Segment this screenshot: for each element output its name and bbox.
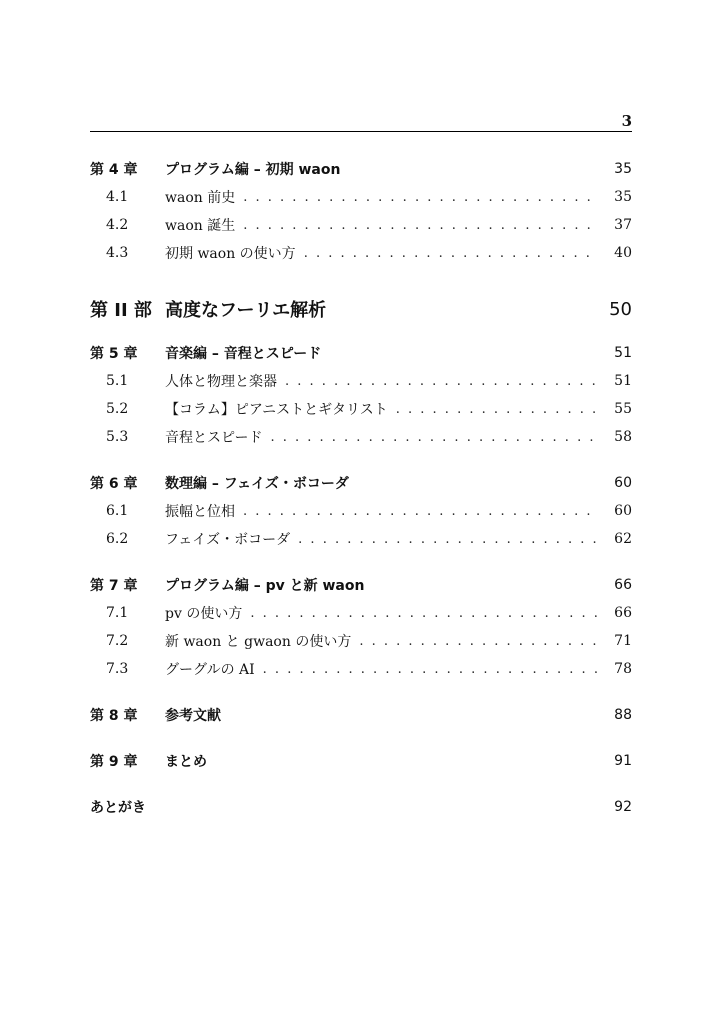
dot-leader <box>359 634 598 649</box>
chapter-number: 第 7 章 <box>90 578 138 594</box>
dot-leader <box>285 374 598 389</box>
dot-leader <box>298 532 598 547</box>
chapter-title: 参考文献 <box>165 708 221 724</box>
section-page: 78 <box>614 661 632 677</box>
table-of-contents <box>90 155 632 821</box>
spacer <box>90 729 632 747</box>
section-number: 6.1 <box>106 503 129 519</box>
toc-section-4-1[interactable] <box>90 183 632 211</box>
dot-leader <box>250 606 598 621</box>
spacer <box>90 267 632 293</box>
toc-part-2[interactable] <box>90 293 632 325</box>
chapter-number: 第 8 章 <box>90 708 138 724</box>
section-page: 62 <box>614 531 632 547</box>
section-title: 人体と物理と楽器 <box>165 374 277 390</box>
chapter-title: プログラム編 – 初期 waon <box>165 162 341 178</box>
toc-section-7-1[interactable] <box>90 599 632 627</box>
afterword-title: あとがき <box>90 800 146 816</box>
toc-section-5-3[interactable] <box>90 423 632 451</box>
chapter-page: 66 <box>614 577 632 593</box>
chapter-title: プログラム編 – pv と新 waon <box>165 578 365 594</box>
header-rule <box>90 131 632 132</box>
chapter-page: 88 <box>614 707 632 723</box>
spacer <box>90 775 632 793</box>
section-title: pv の使い方 <box>165 606 243 622</box>
toc-section-7-3[interactable] <box>90 655 632 683</box>
section-page: 35 <box>614 189 632 205</box>
section-number: 5.3 <box>106 429 129 445</box>
toc-section-6-1[interactable] <box>90 497 632 525</box>
dot-leader <box>243 218 598 233</box>
section-title: グーグルの AI <box>165 662 255 678</box>
section-page: 37 <box>614 217 632 233</box>
chapter-page: 51 <box>614 345 632 361</box>
toc-chapter-6[interactable] <box>90 469 632 497</box>
toc-section-5-1[interactable] <box>90 367 632 395</box>
dot-leader <box>396 402 598 417</box>
dot-leader <box>270 430 598 445</box>
section-number: 7.1 <box>106 605 129 621</box>
chapter-title: まとめ <box>165 754 207 770</box>
section-number: 4.3 <box>106 245 129 261</box>
dot-leader <box>243 504 598 519</box>
toc-chapter-7[interactable] <box>90 571 632 599</box>
section-title: 【コラム】ピアニストとギタリスト <box>165 402 388 418</box>
spacer <box>90 553 632 571</box>
dot-leader <box>263 662 598 677</box>
part-page: 50 <box>609 298 632 320</box>
toc-afterword[interactable] <box>90 793 632 821</box>
section-number: 5.2 <box>106 401 129 417</box>
section-page: 60 <box>614 503 632 519</box>
part-number: 第 II 部 <box>90 300 152 321</box>
afterword-page: 92 <box>614 799 632 815</box>
section-title: 新 waon と gwaon の使い方 <box>165 634 352 650</box>
dot-leader <box>243 190 598 205</box>
chapter-page: 35 <box>614 161 632 177</box>
toc-chapter-4[interactable] <box>90 155 632 183</box>
section-page: 58 <box>614 429 632 445</box>
page-number: 3 <box>621 112 632 130</box>
section-title: waon 誕生 <box>165 218 236 234</box>
toc-chapter-5[interactable] <box>90 339 632 367</box>
toc-chapter-9[interactable] <box>90 747 632 775</box>
chapter-title: 数理編 – フェイズ・ボコーダ <box>165 476 349 492</box>
chapter-number: 第 5 章 <box>90 346 138 362</box>
toc-section-6-2[interactable] <box>90 525 632 553</box>
section-number: 7.3 <box>106 661 129 677</box>
section-number: 4.1 <box>106 189 129 205</box>
chapter-page: 91 <box>614 753 632 769</box>
chapter-page: 60 <box>614 475 632 491</box>
section-title: 初期 waon の使い方 <box>165 246 296 262</box>
section-page: 71 <box>614 633 632 649</box>
section-page: 40 <box>614 245 632 261</box>
chapter-number: 第 6 章 <box>90 476 138 492</box>
spacer <box>90 451 632 469</box>
part-title: 高度なフーリエ解析 <box>165 300 327 321</box>
toc-section-4-3[interactable] <box>90 239 632 267</box>
section-number: 4.2 <box>106 217 129 233</box>
toc-section-7-2[interactable] <box>90 627 632 655</box>
section-title: フェイズ・ボコーダ <box>165 532 291 548</box>
section-title: 音程とスピード <box>165 430 263 446</box>
section-page: 66 <box>614 605 632 621</box>
chapter-title: 音楽編 – 音程とスピード <box>165 346 322 362</box>
section-title: waon 前史 <box>165 190 236 206</box>
toc-section-5-2[interactable] <box>90 395 632 423</box>
section-number: 6.2 <box>106 531 129 547</box>
section-number: 7.2 <box>106 633 129 649</box>
section-page: 55 <box>614 401 632 417</box>
chapter-number: 第 9 章 <box>90 754 138 770</box>
section-number: 5.1 <box>106 373 129 389</box>
toc-section-4-2[interactable] <box>90 211 632 239</box>
spacer <box>90 325 632 339</box>
section-page: 51 <box>614 373 632 389</box>
section-title: 振幅と位相 <box>165 504 235 520</box>
dot-leader <box>304 246 598 261</box>
spacer <box>90 683 632 701</box>
toc-chapter-8[interactable] <box>90 701 632 729</box>
chapter-number: 第 4 章 <box>90 162 138 178</box>
